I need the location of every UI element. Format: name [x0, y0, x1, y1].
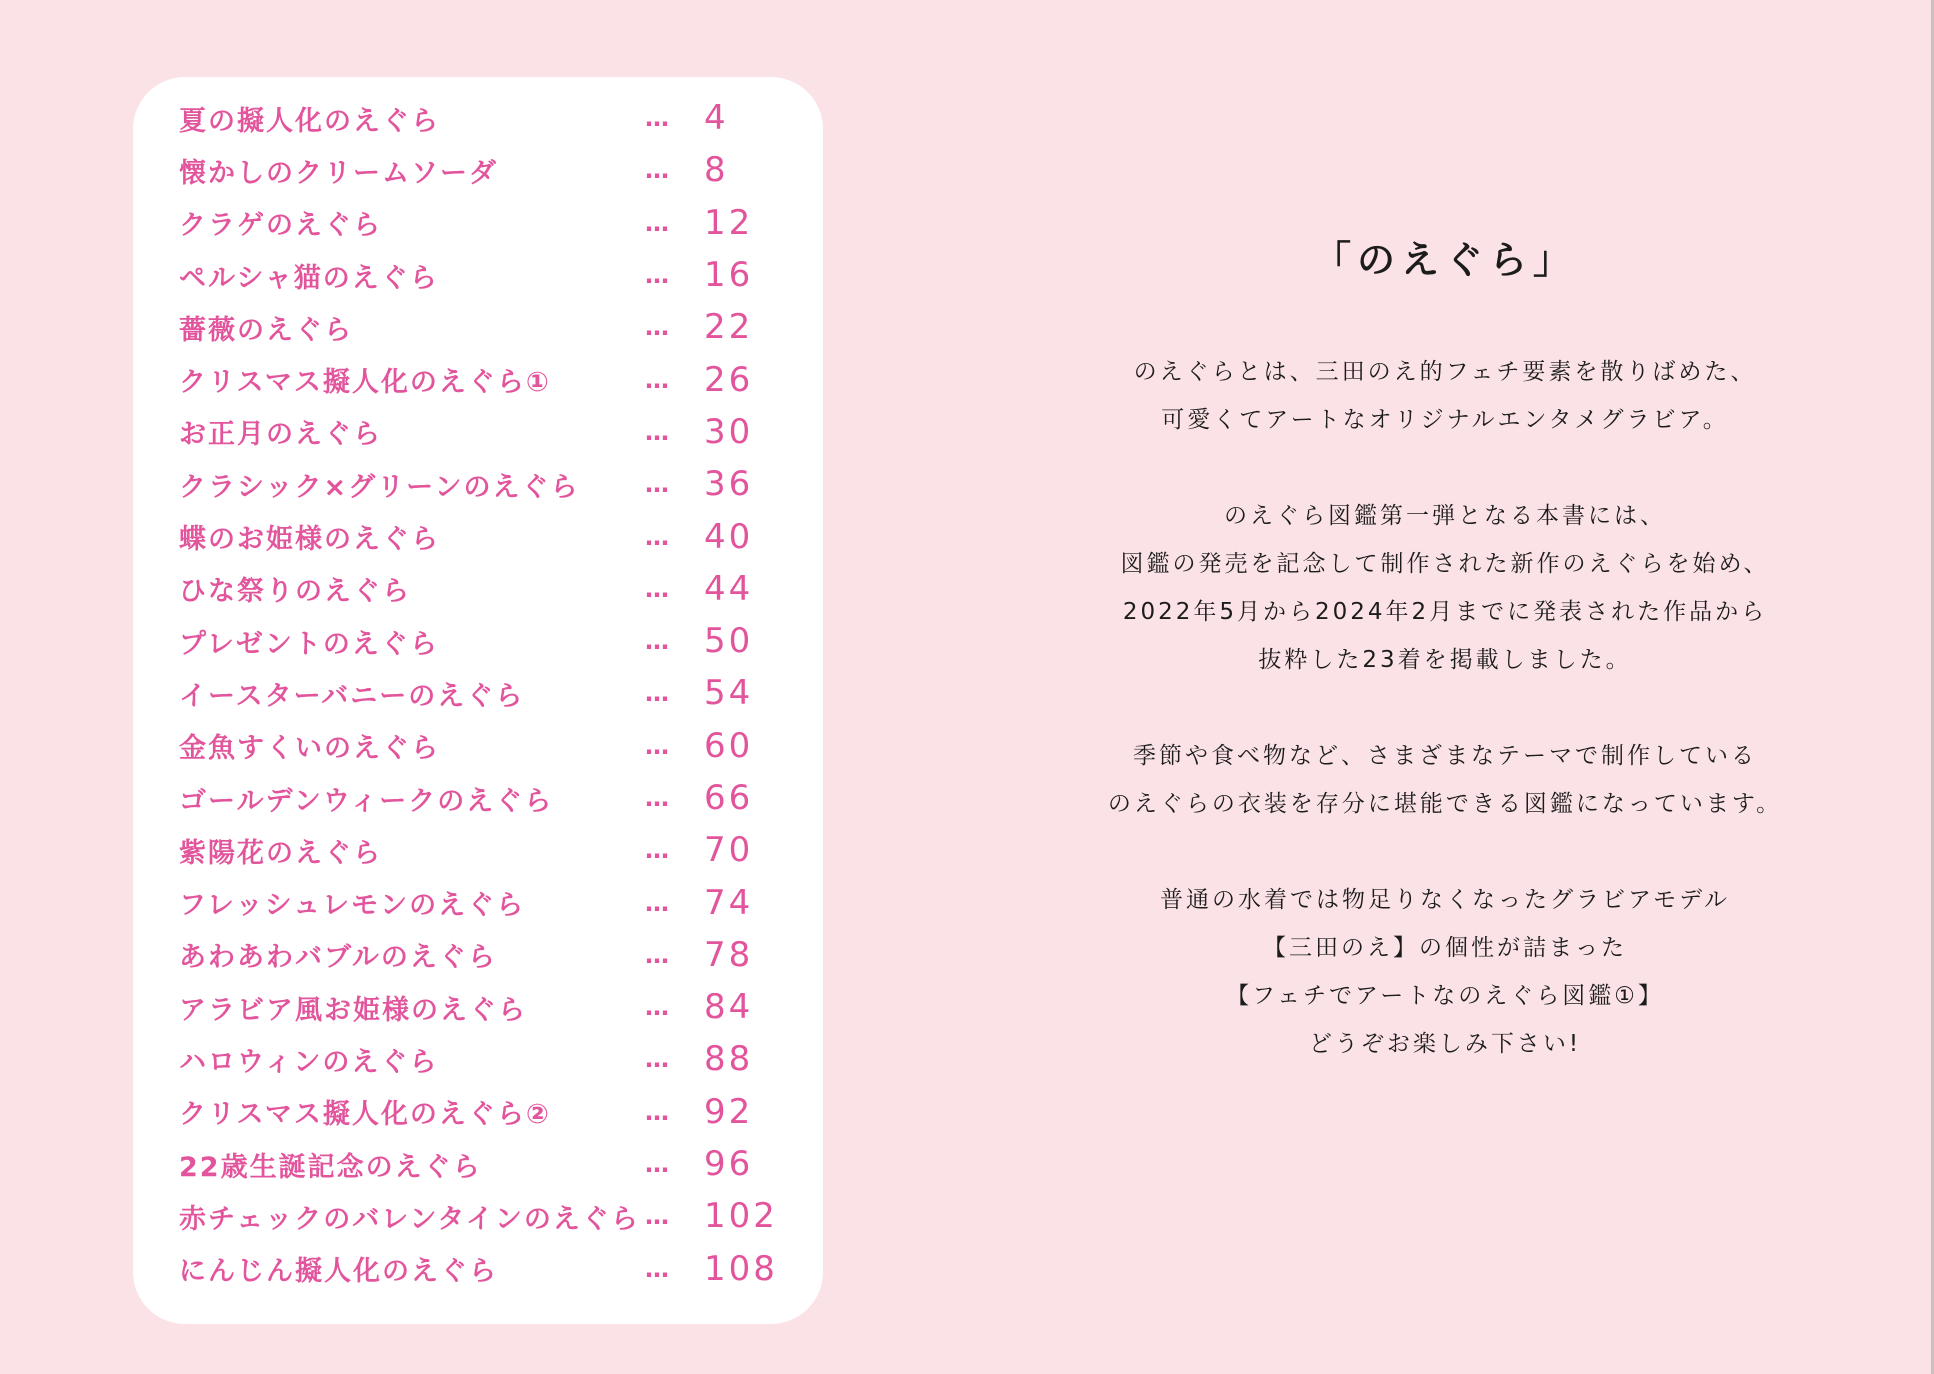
toc-entry-page-number: 50: [704, 621, 754, 662]
toc-entry-title: ペルシャ猫のえぐら: [179, 262, 439, 294]
toc-entry-page-number: 44: [704, 568, 754, 609]
toc-entry[interactable]: [179, 458, 799, 510]
toc-entry-page-number: 4: [704, 98, 729, 139]
toc-entry-leader: …: [645, 1202, 669, 1231]
toc-entry-page-number: 54: [704, 673, 754, 714]
toc-entry[interactable]: [179, 720, 799, 772]
toc-entry[interactable]: [179, 981, 799, 1033]
toc-entry-leader: …: [645, 365, 669, 394]
toc-entry-page-number: 84: [704, 987, 754, 1028]
toc-entry-leader: …: [645, 522, 669, 551]
toc-entry-page-number: 12: [704, 202, 754, 243]
toc-entry-page-number: 40: [704, 516, 754, 557]
toc-entry[interactable]: [179, 929, 799, 981]
toc-entry-leader: …: [645, 1150, 669, 1179]
toc-entry[interactable]: [179, 772, 799, 824]
toc-entry-title: 蝶のお姫様のえぐら: [179, 524, 440, 556]
toc-entry-title: 薔薇のえぐら: [179, 314, 353, 346]
toc-entry-leader: …: [645, 1045, 669, 1074]
intro-line: 図鑑の発売を記念して制作された新作のえぐらを始め、: [1120, 551, 1770, 577]
toc-entry-page-number: 88: [704, 1039, 754, 1080]
toc-entry[interactable]: [179, 1243, 799, 1295]
intro-line: 【フェチでアートなのえぐら図鑑①】: [1226, 983, 1664, 1009]
toc-entry-leader: …: [645, 679, 669, 708]
toc-entry-leader: …: [645, 888, 669, 917]
toc-entry-title: アラビア風お姫様のえぐら: [179, 994, 527, 1026]
toc-entry-page-number: 92: [704, 1091, 754, 1132]
intro-paragraph: [1040, 876, 1850, 1068]
toc-entry-leader: …: [645, 836, 669, 865]
toc-entry[interactable]: [179, 876, 799, 928]
toc-entry[interactable]: [179, 197, 799, 249]
toc-entry-title: クラゲのえぐら: [179, 210, 382, 242]
intro-line: 【三田のえ】の個性が詰まった: [1263, 935, 1627, 961]
intro-line: 普通の水着では物足りなくなったグラビアモデル: [1160, 887, 1730, 913]
toc-entry-title: あわあわバブルのえぐら: [179, 942, 497, 974]
toc-entry-title: 懐かしのクリームソーダ: [179, 157, 498, 189]
toc-entry[interactable]: [179, 1138, 799, 1190]
toc-entry-leader: …: [645, 731, 669, 760]
toc-entry[interactable]: [179, 667, 799, 719]
toc-entry[interactable]: [179, 249, 799, 301]
table-of-contents: [179, 92, 799, 1295]
toc-entry[interactable]: [179, 615, 799, 667]
intro-line: 季節や食べ物など、さまざまなテーマで制作している: [1133, 743, 1757, 769]
toc-entry[interactable]: [179, 1086, 799, 1138]
toc-entry-page-number: 30: [704, 411, 754, 452]
toc-entry-leader: …: [645, 156, 669, 185]
toc-entry-page-number: 60: [704, 725, 754, 766]
toc-entry-leader: …: [645, 261, 669, 290]
intro-line: どうぞお楽しみ下さい!: [1308, 1031, 1582, 1057]
toc-entry[interactable]: [179, 1033, 799, 1085]
intro-paragraph: [1040, 492, 1850, 684]
toc-entry[interactable]: [179, 353, 799, 405]
toc-entry-leader: …: [645, 313, 669, 342]
toc-entry-leader: …: [645, 1097, 669, 1126]
toc-entry-title: フレッシュレモンのえぐら: [179, 890, 526, 922]
intro-heading: 「のえぐら」: [1312, 238, 1577, 282]
toc-entry-page-number: 102: [704, 1196, 778, 1237]
toc-entry-leader: …: [645, 574, 669, 603]
toc-entry-leader: …: [645, 1254, 669, 1283]
toc-entry-leader: …: [645, 208, 669, 237]
intro-line: のえぐら図鑑第一弾となる本書には、: [1224, 503, 1666, 529]
toc-entry[interactable]: [179, 563, 799, 615]
toc-entry[interactable]: [179, 1190, 799, 1242]
toc-entry[interactable]: [179, 144, 799, 196]
toc-entry-leader: …: [645, 993, 669, 1022]
toc-entry-page-number: 8: [704, 150, 729, 191]
toc-entry-title: ハロウィンのえぐら: [179, 1046, 439, 1078]
toc-entry-leader: …: [645, 470, 669, 499]
toc-entry-page-number: 108: [704, 1248, 778, 1289]
intro-line: 2022年5月から2024年2月までに発表された作品から: [1122, 599, 1768, 625]
toc-entry-title: クリスマス擬人化のえぐら①: [179, 367, 551, 399]
intro-line: のえぐらの衣装を存分に堪能できる図鑑になっています。: [1107, 791, 1783, 817]
toc-entry-title: 赤チェックのバレンタインのえぐら: [179, 1203, 640, 1235]
toc-entry-page-number: 78: [704, 934, 754, 975]
toc-entry-leader: …: [645, 417, 669, 446]
toc-entry[interactable]: [179, 301, 799, 353]
toc-entry-page-number: 36: [704, 464, 754, 505]
intro-line: のえぐらとは、三田のえ的フェチ要素を散りばめた、: [1133, 359, 1757, 385]
toc-entry-title: 夏の擬人化のえぐら: [179, 105, 440, 137]
toc-entry[interactable]: [179, 92, 799, 144]
introduction-panel: [1040, 228, 1850, 1116]
toc-entry-title: クラシック×グリーンのえぐら: [179, 471, 580, 503]
toc-entry-page-number: 96: [704, 1144, 754, 1185]
toc-entry-title: プレゼントのえぐら: [179, 628, 439, 660]
toc-entry-title: にんじん擬人化のえぐら: [179, 1256, 498, 1288]
toc-entry-page-number: 16: [704, 255, 754, 296]
toc-entry-leader: …: [645, 784, 669, 812]
table-of-contents-card: [133, 77, 823, 1324]
toc-entry-title: お正月のえぐら: [179, 419, 382, 451]
toc-entry-title: イースターバニーのえぐら: [179, 680, 525, 712]
toc-entry-page-number: 74: [704, 882, 754, 923]
toc-entry-page-number: 70: [704, 830, 754, 871]
toc-entry-page-number: 66: [704, 778, 754, 818]
toc-entry-title: 22歳生誕記念のえぐら: [179, 1151, 482, 1183]
toc-entry-leader: …: [645, 940, 669, 969]
intro-paragraph: [1040, 348, 1850, 444]
intro-line: 抜粋した23着を掲載しました。: [1258, 647, 1632, 673]
toc-entry-title: クリスマス擬人化のえぐら②: [179, 1099, 551, 1131]
intro-line: 可愛くてアートなオリジナルエンタメグラビア。: [1161, 407, 1729, 433]
toc-entry[interactable]: [179, 510, 799, 562]
toc-entry-title: ひな祭りのえぐら: [179, 576, 411, 608]
toc-entry-leader: …: [645, 104, 669, 133]
toc-entry[interactable]: [179, 824, 799, 876]
toc-entry-page-number: 22: [704, 307, 754, 348]
toc-entry-page-number: 26: [704, 359, 754, 400]
toc-entry-leader: …: [645, 627, 669, 656]
toc-entry-title: 紫陽花のえぐら: [179, 837, 382, 869]
toc-entry-title: 金魚すくいのえぐら: [179, 733, 440, 765]
toc-entry[interactable]: [179, 406, 799, 458]
toc-entry-title: ゴールデンウィークのえぐら: [179, 785, 554, 817]
intro-paragraph: [1040, 732, 1850, 828]
